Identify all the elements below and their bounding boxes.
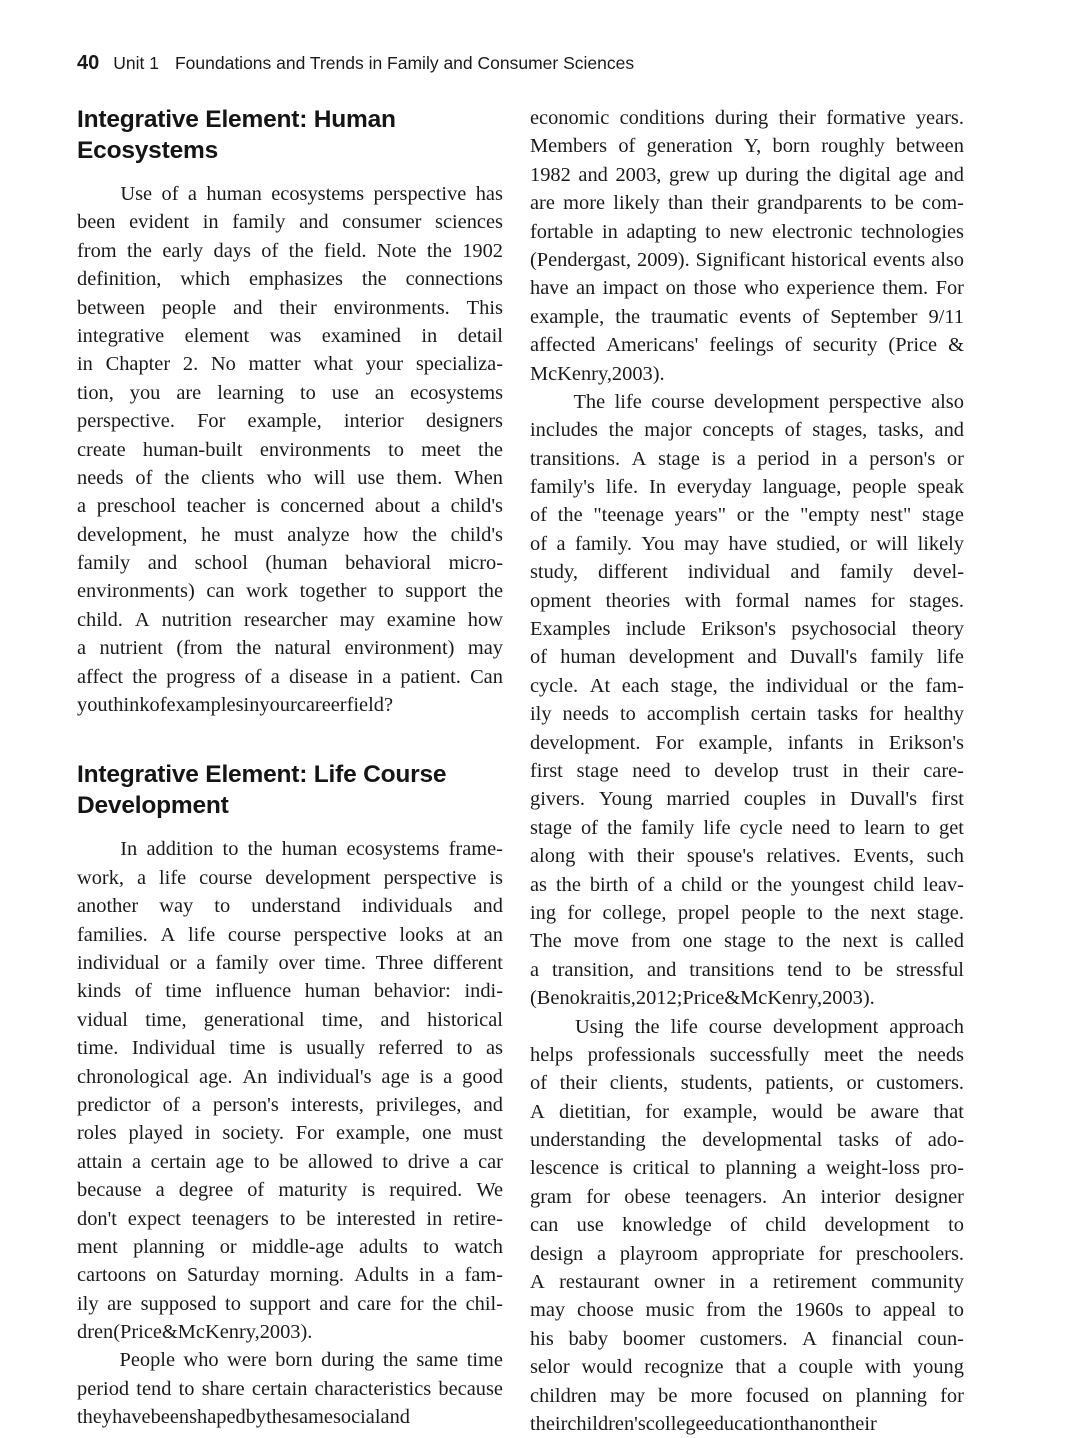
text-line: because a degree of maturity is required. We <box>77 1176 503 1204</box>
text-line: can use knowledge of child development to <box>530 1211 964 1239</box>
text-line: Use of a human ecosystems perspective has <box>77 180 503 208</box>
text-line: development, he must analyze how the child's <box>77 521 503 549</box>
paragraph-generational-time <box>77 1346 503 1431</box>
text-line: example, the traumatic events of September 9/11 <box>530 303 964 331</box>
text-line: Using the life course development approach <box>530 1013 964 1041</box>
text-line: from the early days of the field. Note the 1902 <box>77 237 503 265</box>
text-line: ily needs to accomplish certain tasks for healthy <box>530 700 964 728</box>
heading-life-course-line-1: Integrative Element: Life Course <box>77 759 503 790</box>
text-line: between people and their environments. This <box>77 294 503 322</box>
text-line: Examples include Erikson's psychosocial theory <box>530 615 964 643</box>
text-line: study, different individual and family devel- <box>530 558 964 586</box>
text-line: been evident in family and consumer sciences <box>77 208 503 236</box>
text-line: (Pendergast, 2009). Significant historical events also <box>530 246 964 274</box>
text-line: as the birth of a child or the youngest child leav- <box>530 871 964 899</box>
text-line: child. A nutrition researcher may examine how <box>77 606 503 634</box>
text-line: development. For example, infants in Erikson's <box>530 729 964 757</box>
text-line: a nutrient (from the natural environment) may <box>77 634 503 662</box>
text-line: a transition, and transitions tend to be stressful <box>530 956 964 984</box>
text-line: definition, which emphasizes the connections <box>77 265 503 293</box>
text-line: integrative element was examined in detail <box>77 322 503 350</box>
text-line: helps professionals successfully meet the needs <box>530 1041 964 1069</box>
text-line: of a family. You may have studied, or will likely <box>530 530 964 558</box>
text-line: family and school (human behavioral micro- <box>77 549 503 577</box>
text-line: first stage need to develop trust in their care- <box>530 757 964 785</box>
text-line: Members of generation Y, born roughly between <box>530 132 964 160</box>
text-line: lescence is critical to planning a weight-loss pro- <box>530 1154 964 1182</box>
text-line: dren (Price & McKenry, 2003). <box>77 1318 503 1346</box>
text-line: ily are supposed to support and care for the chil- <box>77 1290 503 1318</box>
text-line: period tend to share certain characteristics because <box>77 1375 503 1403</box>
paragraph-applying-life-course <box>530 1013 964 1438</box>
text-line: cartoons on Saturday morning. Adults in a fam- <box>77 1261 503 1289</box>
text-line: A dietitian, for example, would be aware that <box>530 1098 964 1126</box>
text-line: create human-built environments to meet the <box>77 436 503 464</box>
text-line: transitions. A stage is a period in a person's or <box>530 445 964 473</box>
text-line: time. Individual time is usually referred to as <box>77 1034 503 1062</box>
text-line: they have been shaped by the same social and <box>77 1403 503 1431</box>
paragraph-human-ecosystems <box>77 180 503 719</box>
text-line: A restaurant owner in a retirement community <box>530 1268 964 1296</box>
text-line: along with their spouse's relatives. Events, such <box>530 842 964 870</box>
text-line: The life course development perspective also <box>530 388 964 416</box>
text-line: families. A life course perspective looks at an <box>77 921 503 949</box>
text-line: don't expect teenagers to be interested in retire- <box>77 1205 503 1233</box>
text-line: includes the major concepts of stages, tasks, and <box>530 416 964 444</box>
text-line: another way to understand individuals and <box>77 892 503 920</box>
column-left <box>77 104 503 1432</box>
text-line: affected Americans' feelings of security (Price & <box>530 331 964 359</box>
paragraph-life-course-intro <box>77 835 503 1346</box>
heading-human-ecosystems-line-1: Integrative Element: Human <box>77 104 503 135</box>
text-line: vidual time, generational time, and historical <box>77 1006 503 1034</box>
text-line: individual or a family over time. Three different <box>77 949 503 977</box>
column-right <box>530 104 964 1438</box>
text-line: predictor of a person's interests, privileges, and <box>77 1091 503 1119</box>
text-line: affect the progress of a disease in a patient. Can <box>77 663 503 691</box>
text-line: People who were born during the same time <box>77 1346 503 1374</box>
heading-human-ecosystems <box>77 104 503 166</box>
text-line: ment planning or middle-age adults to watch <box>77 1233 503 1261</box>
running-head <box>77 52 967 74</box>
text-line: of human development and Duvall's family life <box>530 643 964 671</box>
text-line: (Benokraitis, 2012; Price & McKenry, 2003). <box>530 984 964 1012</box>
page-number: 40 <box>77 52 99 74</box>
text-line: economic conditions during their formative years. <box>530 104 964 132</box>
text-line: needs of the clients who will use them. When <box>77 464 503 492</box>
text-line: family's life. In everyday language, people speak <box>530 473 964 501</box>
text-line: may choose music from the 1960s to appeal to <box>530 1296 964 1324</box>
text-line: fortable in adapting to new electronic technologies <box>530 218 964 246</box>
text-line: you think of examples in your career field? <box>77 691 503 719</box>
text-line: their children's college education than on their <box>530 1410 964 1438</box>
heading-life-course-line-2: Development <box>77 790 503 821</box>
text-line: givers. Young married couples in Duvall's first <box>530 785 964 813</box>
text-line: children may be more focused on planning for <box>530 1382 964 1410</box>
text-line: design a playroom appropriate for preschoolers. <box>530 1240 964 1268</box>
text-line: kinds of time influence human behavior: indi- <box>77 977 503 1005</box>
running-title: Foundations and Trends in Family and Consumer Sciences <box>175 53 634 73</box>
text-line: The move from one stage to the next is called <box>530 927 964 955</box>
heading-life-course-development <box>77 759 503 821</box>
text-line: In addition to the human ecosystems frame- <box>77 835 503 863</box>
text-line: McKenry, 2003). <box>530 360 964 388</box>
text-line: in Chapter 2. No matter what your specializa- <box>77 350 503 378</box>
text-line: gram for obese teenagers. An interior designer <box>530 1183 964 1211</box>
text-line: attain a certain age to be allowed to drive a car <box>77 1148 503 1176</box>
text-line: his baby boomer customers. A financial coun- <box>530 1325 964 1353</box>
text-line: 1982 and 2003, grew up during the digital age and <box>530 161 964 189</box>
unit-label: Unit 1 <box>113 53 159 73</box>
text-line: ing for college, propel people to the next stage. <box>530 899 964 927</box>
paragraph-stages-tasks-transitions <box>530 388 964 1013</box>
text-line: selor would recognize that a couple with young <box>530 1353 964 1381</box>
text-line: of their clients, students, patients, or customers. <box>530 1069 964 1097</box>
text-line: work, a life course development perspective is <box>77 864 503 892</box>
text-line: opment theories with formal names for stages. <box>530 587 964 615</box>
paragraph-generational-time-cont <box>530 104 964 388</box>
text-line: understanding the developmental tasks of ado- <box>530 1126 964 1154</box>
text-line: of the "teenage years" or the "empty nest" stage <box>530 501 964 529</box>
heading-human-ecosystems-line-2: Ecosystems <box>77 135 503 166</box>
text-line: have an impact on those who experience them. For <box>530 274 964 302</box>
text-line: are more likely than their grandparents to be com- <box>530 189 964 217</box>
text-line: environments) can work together to support the <box>77 577 503 605</box>
text-line: a preschool teacher is concerned about a child's <box>77 492 503 520</box>
text-line: roles played in society. For example, one must <box>77 1119 503 1147</box>
text-line: stage of the family life cycle need to learn to get <box>530 814 964 842</box>
text-line: chronological age. An individual's age is a good <box>77 1063 503 1091</box>
text-line: tion, you are learning to use an ecosystems <box>77 379 503 407</box>
text-line: perspective. For example, interior designers <box>77 407 503 435</box>
text-line: cycle. At each stage, the individual or the fam- <box>530 672 964 700</box>
